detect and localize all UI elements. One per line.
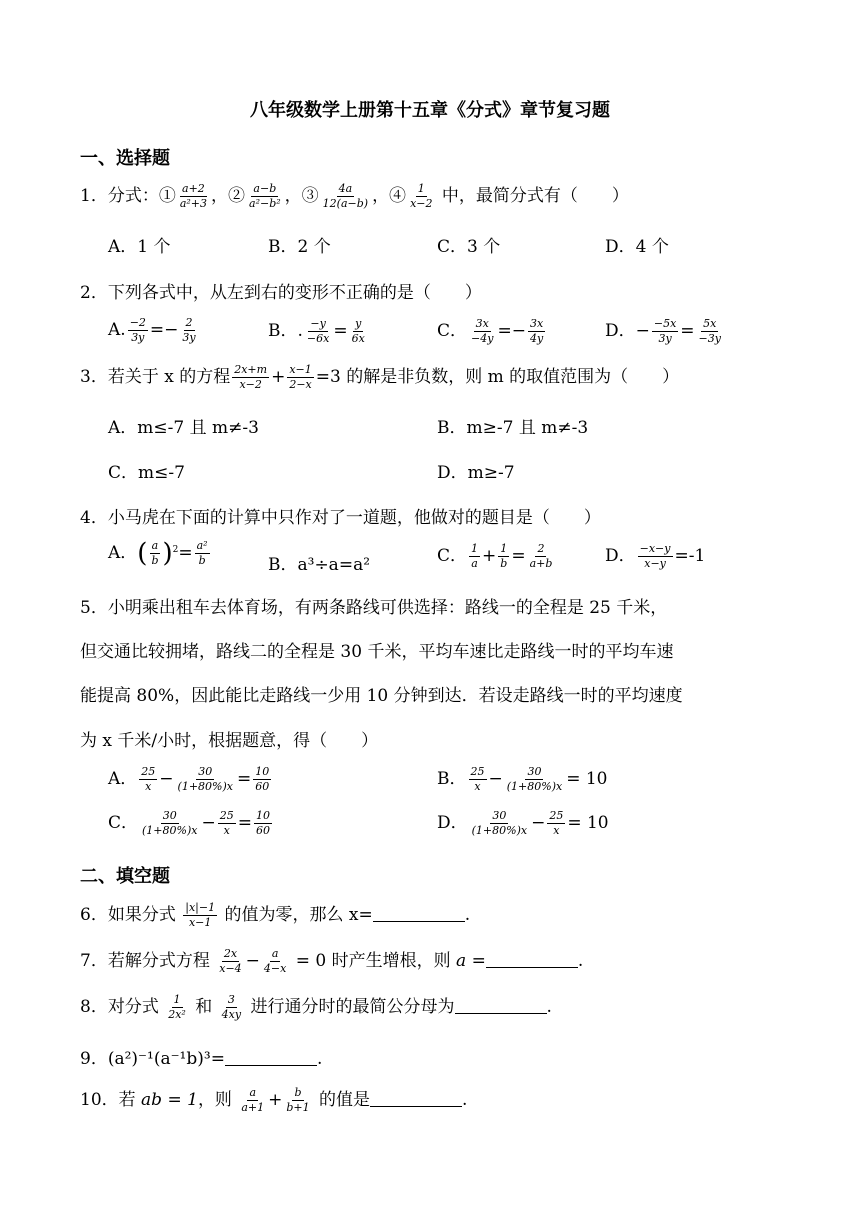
q4-option-d: [605, 541, 705, 571]
q5-c-frac-3: [254, 809, 272, 838]
q1-mark-1: ①: [158, 186, 176, 206]
q8-and: 和: [195, 997, 213, 1017]
fraction-numerator: 3x: [529, 317, 544, 330]
q1-fraction-3: [321, 182, 370, 211]
question-7: [80, 946, 583, 976]
q5-b-frac-1: [469, 765, 487, 794]
q2-d-op: =: [680, 321, 695, 341]
fraction-denominator: b: [500, 557, 508, 570]
fraction-numerator: 25: [470, 765, 485, 778]
q3-option-c: C．m≤-7: [108, 463, 185, 483]
fraction-numerator: x−1: [289, 363, 312, 376]
q5-d-label: D．: [437, 813, 468, 833]
q7-eq2: =: [471, 951, 486, 971]
fraction-numerator: a: [271, 947, 279, 960]
q2-c-label: C．: [437, 321, 468, 341]
q10-condition: ab = 1: [141, 1090, 198, 1110]
q2-option-b: [268, 316, 369, 346]
q5-b-minus: −: [488, 769, 503, 789]
q2-b-op: =: [333, 321, 348, 341]
fraction-denominator: (1+80%)x: [506, 780, 563, 793]
q5-c-minus: −: [201, 813, 216, 833]
fraction-denominator: a: [471, 557, 478, 570]
q5-a-frac-3: [253, 765, 271, 794]
q5-a-eq: =: [236, 769, 252, 789]
q4-a-frac-1: [149, 539, 160, 568]
q1-mark-3: ，③: [284, 186, 319, 206]
q7-end: .: [577, 951, 584, 971]
question-5-line-3: 能提高 80%，因此能比走路线一少用 10 分钟到达．若设走路线一时的平均速度: [80, 686, 683, 706]
q4-a-label: A．: [108, 543, 138, 563]
q9-text: 9．(a²)⁻¹(a⁻¹b)³=: [80, 1049, 225, 1069]
page-title: 八年级数学上册第十五章《分式》章节复习题: [250, 100, 610, 121]
question-9: [80, 1044, 322, 1069]
q10-pre: 10．若: [80, 1090, 136, 1110]
q1-option-a: A．1 个: [108, 237, 171, 257]
fraction-denominator: x−y: [644, 557, 666, 570]
q1-fraction-4: [408, 182, 434, 211]
fraction-numerator: b: [294, 1086, 302, 1099]
section-fill-heading: 二、填空题: [80, 866, 170, 887]
q2-a-op: =−: [149, 320, 179, 340]
fraction-denominator: a²+3: [179, 197, 208, 210]
fraction-numerator: 4a: [338, 182, 353, 195]
fraction-denominator: a²−b²: [249, 197, 281, 210]
q4-c-eq: =: [511, 546, 526, 566]
fraction-denominator: 2x²: [168, 1008, 186, 1021]
q5-c-frac-2: [218, 809, 236, 838]
question-5-line-1: 5．小明乘出租车去体育场，有两条路线可供选择：路线一的全程是 25 千米，: [80, 598, 668, 618]
q6-answer-blank[interactable]: [373, 920, 465, 922]
q1-option-b: B．2 个: [268, 237, 331, 257]
q2-option-a: [108, 316, 200, 345]
fraction-numerator: 10: [255, 765, 270, 778]
fraction-numerator: 2x+m: [234, 363, 268, 376]
q7-pre: 7．若解分式方程: [80, 951, 210, 971]
q1-prefix: 1．分式：: [80, 186, 159, 206]
q5-b-eq: = 10: [566, 769, 608, 789]
q4-option-c: [437, 541, 556, 571]
question-3-stem: [80, 362, 679, 392]
q7-variable: a: [456, 951, 467, 971]
fraction-denominator: a+1: [241, 1101, 265, 1114]
question-4-stem: 4．小马虎在下面的计算中只作对了一道题，他做对的题目是（ ）: [80, 508, 601, 528]
fraction-denominator: x: [145, 780, 152, 793]
q5-a-label: A．: [108, 769, 138, 789]
q2-a-frac-1: [128, 316, 148, 345]
q7-frac-1: [217, 947, 243, 976]
q4-c-label: C．: [437, 546, 468, 566]
fraction-numerator: 2: [185, 316, 193, 329]
question-8: [80, 992, 552, 1022]
fraction-numerator: −y: [310, 317, 326, 330]
fraction-numerator: 1: [500, 542, 508, 555]
q7-frac-2: [262, 947, 288, 976]
fraction-denominator: x−2: [239, 378, 262, 391]
fraction-numerator: 30: [162, 809, 177, 822]
question-5-line-2: 但交通比较拥堵，路线二的全程是 30 千米，平均车速比走路线一时的平均车速: [80, 642, 674, 662]
q10-frac-2: [284, 1086, 311, 1115]
q5-b-label: B．: [437, 769, 467, 789]
q1-mark-2: ，②: [211, 186, 246, 206]
fraction-numerator: a: [249, 1086, 257, 1099]
q5-a-minus: −: [159, 769, 174, 789]
q7-eq: = 0: [295, 951, 327, 971]
q4-c-frac-1: [469, 542, 480, 571]
q1-mark-4: ，④: [372, 186, 407, 206]
q6-end: .: [464, 905, 471, 925]
q3-post: =3 的解是非负数，则 m 的取值范围为（ ）: [315, 367, 680, 387]
q8-frac-2: [220, 993, 243, 1022]
fraction-numerator: 2: [537, 542, 545, 555]
fraction-denominator: −6x: [306, 332, 330, 345]
q3-frac-2: [287, 363, 313, 392]
fraction-denominator: b: [151, 554, 159, 567]
fraction-numerator: a+2: [182, 182, 205, 195]
q5-b-frac-2: [505, 765, 564, 794]
fraction-denominator: −3y: [698, 332, 721, 345]
q7-answer-blank[interactable]: [486, 966, 578, 968]
fraction-denominator: (1+80%)x: [142, 824, 198, 837]
fraction-numerator: 2x: [223, 947, 238, 960]
q4-a-left-paren: (: [137, 538, 148, 569]
fraction-numerator: 3x: [475, 317, 489, 330]
q5-option-c: [108, 808, 274, 838]
fraction-numerator: 5x: [703, 317, 717, 330]
fraction-numerator: 30: [198, 765, 213, 778]
q3-pre: 3．若关于 x 的方程: [80, 367, 231, 387]
q5-a-frac-1: [139, 765, 157, 794]
q1-option-c: C．3 个: [437, 237, 501, 257]
q8-answer-blank[interactable]: [455, 1012, 547, 1014]
q7-post: 时产生增根，则: [331, 951, 451, 971]
q9-end: .: [316, 1049, 323, 1069]
q8-end: .: [546, 997, 552, 1017]
q5-option-a: [108, 764, 273, 794]
question-5-line-4: 为 x 千米/小时，根据题意，得（ ）: [80, 731, 379, 751]
q2-b-frac-1: [305, 317, 331, 346]
question-6: [80, 900, 470, 930]
q1-suffix: 中，最简分式有（ ）: [441, 186, 629, 206]
q3-option-d: D．m≥-7: [437, 463, 515, 483]
fraction-numerator: a²: [196, 539, 208, 552]
q2-d-frac-1: [652, 317, 678, 346]
fraction-numerator: 30: [492, 809, 507, 822]
fraction-denominator: 6x: [351, 332, 365, 345]
q10-end: .: [462, 1090, 468, 1110]
section-choice-heading: 一、选择题: [80, 148, 170, 169]
q1-fraction-2: [247, 182, 283, 211]
q6-pre: 6．如果分式: [80, 905, 176, 925]
fraction-denominator: −4y: [471, 332, 494, 345]
fraction-numerator: 1: [471, 542, 479, 555]
q4-c-plus: +: [482, 546, 497, 566]
q2-c-op: =−: [497, 321, 526, 341]
fraction-denominator: 4−x: [263, 962, 287, 975]
fraction-denominator: 2−x: [289, 378, 312, 391]
fraction-numerator: 1: [417, 182, 425, 195]
q4-a-exponent: 2: [172, 545, 179, 555]
q3-plus: +: [271, 367, 286, 387]
q5-d-eq: = 10: [567, 813, 609, 833]
fraction-numerator: 10: [255, 809, 270, 822]
fraction-denominator: 12(a−b): [322, 197, 369, 210]
q2-option-c: [437, 316, 547, 346]
question-1-stem: [80, 181, 629, 211]
fraction-numerator: a−b: [253, 182, 277, 195]
fraction-numerator: a: [151, 539, 159, 552]
q10-frac-1: [239, 1086, 266, 1115]
fraction-numerator: 25: [219, 809, 234, 822]
q5-d-frac-2: [547, 809, 565, 838]
q5-d-minus: −: [531, 813, 546, 833]
q4-option-a: [108, 538, 212, 568]
q5-d-frac-1: [470, 809, 529, 838]
q4-d-eq: =-1: [674, 546, 706, 566]
q3-frac-1: [232, 363, 269, 392]
fraction-numerator: 1: [173, 993, 181, 1006]
q5-option-d: [437, 808, 609, 838]
q2-option-d: [605, 316, 725, 346]
q4-c-frac-3: [528, 542, 555, 571]
q4-option-b: B．a³÷a=a²: [268, 555, 371, 575]
fraction-numerator: −2: [129, 316, 146, 329]
q5-c-label: C．: [108, 813, 139, 833]
fraction-denominator: 3y: [182, 331, 196, 344]
q10-plus: +: [268, 1090, 283, 1110]
q2-b-frac-2: [350, 317, 367, 346]
q4-c-frac-2: [498, 542, 509, 571]
q5-option-b: [437, 764, 607, 794]
q4-a-frac-2: [195, 539, 210, 568]
q6-post: 的值为零，那么 x=: [224, 905, 373, 925]
q5-c-eq: =: [237, 813, 252, 833]
fraction-numerator: y: [355, 317, 362, 330]
fraction-denominator: x−4: [219, 962, 242, 975]
q2-d-label: D．−: [605, 321, 650, 341]
q1-option-d: D．4 个: [605, 237, 669, 257]
fraction-numerator: 25: [549, 809, 564, 822]
q4-a-right-paren: ): [162, 538, 173, 569]
fraction-numerator: −5x: [653, 317, 677, 330]
q3-option-b: B．m≥-7 且 m≠-3: [437, 418, 589, 438]
fraction-denominator: x: [223, 824, 230, 837]
q9-answer-blank[interactable]: [225, 1064, 317, 1066]
q10-comma: ，则: [197, 1090, 232, 1110]
q10-post: 的值是: [319, 1090, 371, 1110]
fraction-denominator: 60: [255, 824, 270, 837]
fraction-denominator: x−2: [410, 197, 433, 210]
fraction-denominator: 3y: [131, 331, 145, 344]
fraction-denominator: x−1: [188, 916, 212, 929]
fraction-denominator: 4xy: [221, 1008, 242, 1021]
fraction-numerator: 25: [141, 765, 156, 778]
q4-d-label: D．: [605, 546, 636, 566]
q8-pre: 8．对分式: [80, 997, 159, 1017]
q2-b-label: B．.: [268, 321, 303, 341]
q4-d-frac: [638, 542, 673, 571]
q2-d-frac-2: [697, 317, 723, 346]
q2-c-frac-1: [469, 317, 495, 346]
fraction-numerator: 30: [527, 765, 542, 778]
q2-c-frac-2: [528, 317, 545, 346]
q3-option-a: A．m≤-7 且 m≠-3: [108, 418, 259, 438]
q10-answer-blank[interactable]: [370, 1105, 462, 1107]
fraction-numerator: |x|−1: [185, 901, 216, 914]
fraction-denominator: x: [553, 824, 560, 837]
q4-a-eq: =: [178, 543, 193, 563]
q5-c-frac-1: [140, 809, 199, 838]
q7-minus: −: [245, 951, 260, 971]
fraction-denominator: (1+80%)x: [471, 824, 528, 837]
q1-fraction-1: [178, 182, 209, 211]
fraction-denominator: b: [198, 554, 206, 567]
fraction-denominator: (1+80%)x: [177, 780, 233, 793]
fraction-denominator: b+1: [286, 1101, 310, 1114]
q8-frac-1: [166, 993, 188, 1022]
q6-frac: [183, 901, 217, 930]
q2-a-frac-2: [180, 316, 197, 345]
q5-a-frac-2: [176, 765, 235, 794]
q8-post: 进行通分时的最简公分母为: [250, 997, 455, 1017]
fraction-denominator: a+b: [529, 557, 553, 570]
question-2-stem: 2．下列各式中，从左到右的变形不正确的是（ ）: [80, 283, 482, 303]
fraction-denominator: x: [474, 780, 481, 793]
question-10: [80, 1085, 467, 1115]
fraction-numerator: 3: [227, 993, 235, 1006]
fraction-denominator: 60: [255, 780, 270, 793]
fraction-denominator: 4y: [529, 332, 544, 345]
q2-a-label: A.: [108, 320, 126, 340]
fraction-numerator: −x−y: [639, 542, 671, 555]
fraction-denominator: 3y: [658, 332, 672, 345]
